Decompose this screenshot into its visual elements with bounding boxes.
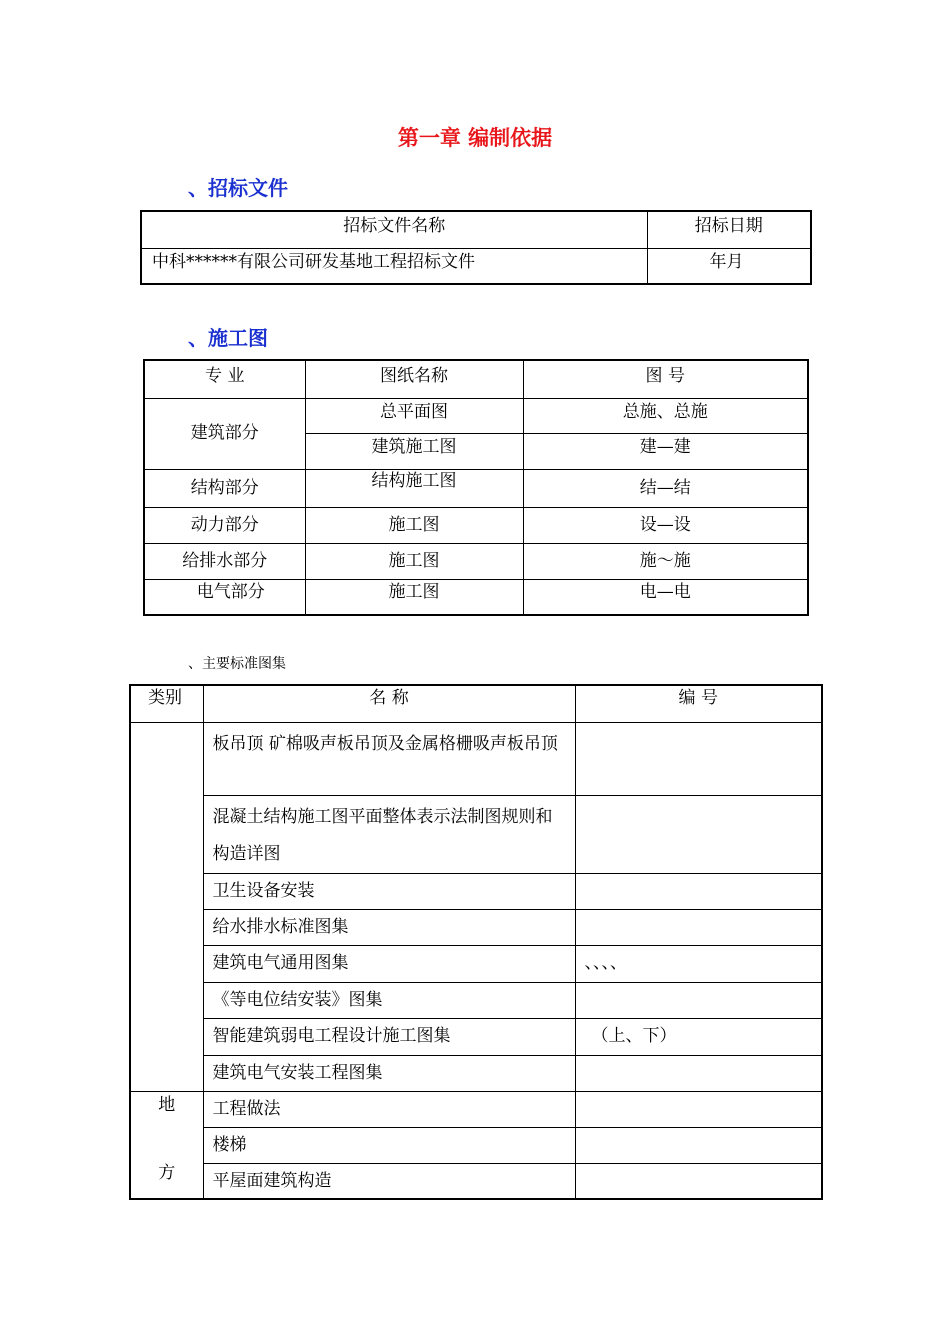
header-category: 类别	[130, 685, 203, 722]
atlas-name-cell: 平屋面建筑构造	[203, 1163, 575, 1199]
atlas-name-cell: 给水排水标准图集	[203, 909, 575, 945]
atlas-name-cell: 工程做法	[203, 1091, 575, 1127]
major-cell: 结构部分	[144, 469, 305, 507]
atlas-name-cell: 建筑电气安装工程图集	[203, 1055, 575, 1091]
section-title-construction-drawings: 、施工图	[188, 326, 268, 350]
header-bid-doc-name: 招标文件名称	[141, 211, 647, 248]
drawing-name-cell: 施工图	[305, 543, 523, 579]
atlas-code-cell	[575, 909, 822, 945]
atlas-code-cell: 、、、、	[575, 945, 822, 982]
header-drawing-name: 图纸名称	[305, 360, 523, 398]
atlas-code-cell	[575, 982, 822, 1018]
atlas-code-cell	[575, 795, 822, 873]
header-atlas-code: 编 号	[575, 685, 822, 722]
atlas-name-cell: 板吊顶 矿棉吸声板吊顶及金属格栅吸声板吊顶	[203, 722, 575, 795]
construction-drawings-table	[143, 359, 809, 616]
section-title-bid-documents: 、招标文件	[188, 176, 288, 200]
drawing-name-cell: 总平面图	[305, 398, 523, 433]
major-cell: 动力部分	[144, 507, 305, 543]
category-cell-local	[130, 1091, 203, 1199]
drawing-number-cell: 电—电	[523, 579, 808, 615]
drawing-name-cell: 结构施工图	[305, 469, 523, 507]
drawing-name-cell: 施工图	[305, 579, 523, 615]
atlas-code-cell	[575, 1091, 822, 1127]
drawing-name-cell: 施工图	[305, 507, 523, 543]
atlas-code-cell	[575, 1055, 822, 1091]
category-label-bottom: 方	[158, 1162, 176, 1183]
atlas-code-cell	[575, 1163, 822, 1199]
atlas-code-cell	[575, 873, 822, 909]
category-cell-national	[130, 722, 203, 1091]
atlas-code-cell: （上、下）	[575, 1018, 822, 1055]
category-label-top: 地	[158, 1094, 176, 1115]
major-cell: 电气部分	[144, 579, 305, 615]
atlas-code-cell	[575, 722, 822, 795]
atlas-code-cell	[575, 1127, 822, 1163]
atlas-name-cell: 智能建筑弱电工程设计施工图集	[203, 1018, 575, 1055]
section-title-standard-atlases: 、主要标准图集	[188, 656, 286, 672]
standard-atlases-table	[129, 684, 823, 1200]
drawing-number-cell: 施～施	[523, 543, 808, 579]
chapter-title: 第一章 编制依据	[397, 126, 553, 150]
drawing-number-cell: 设—设	[523, 507, 808, 543]
drawing-name-cell: 建筑施工图	[305, 433, 523, 469]
atlas-name-cell: 楼梯	[203, 1127, 575, 1163]
atlas-name-cell: 建筑电气通用图集	[203, 945, 575, 982]
atlas-name-cell: 《等电位结安装》图集	[203, 982, 575, 1018]
header-bid-date: 招标日期	[647, 211, 811, 248]
atlas-name-cell: 卫生设备安装	[203, 873, 575, 909]
bid-documents-table	[140, 210, 812, 285]
drawing-number-cell: 结—结	[523, 469, 808, 507]
header-drawing-number: 图 号	[523, 360, 808, 398]
header-atlas-name: 名 称	[203, 685, 575, 722]
bid-date-cell: 年月	[647, 248, 811, 284]
major-cell: 建筑部分	[144, 398, 305, 469]
drawing-number-cell: 建—建	[523, 433, 808, 469]
header-major: 专 业	[144, 360, 305, 398]
major-cell: 给排水部分	[144, 543, 305, 579]
drawing-number-cell: 总施、总施	[523, 398, 808, 433]
atlas-name-cell: 混凝土结构施工图平面整体表示法制图规则和构造详图	[203, 795, 575, 873]
bid-doc-name-cell: 中科******有限公司研发基地工程招标文件	[141, 248, 647, 284]
